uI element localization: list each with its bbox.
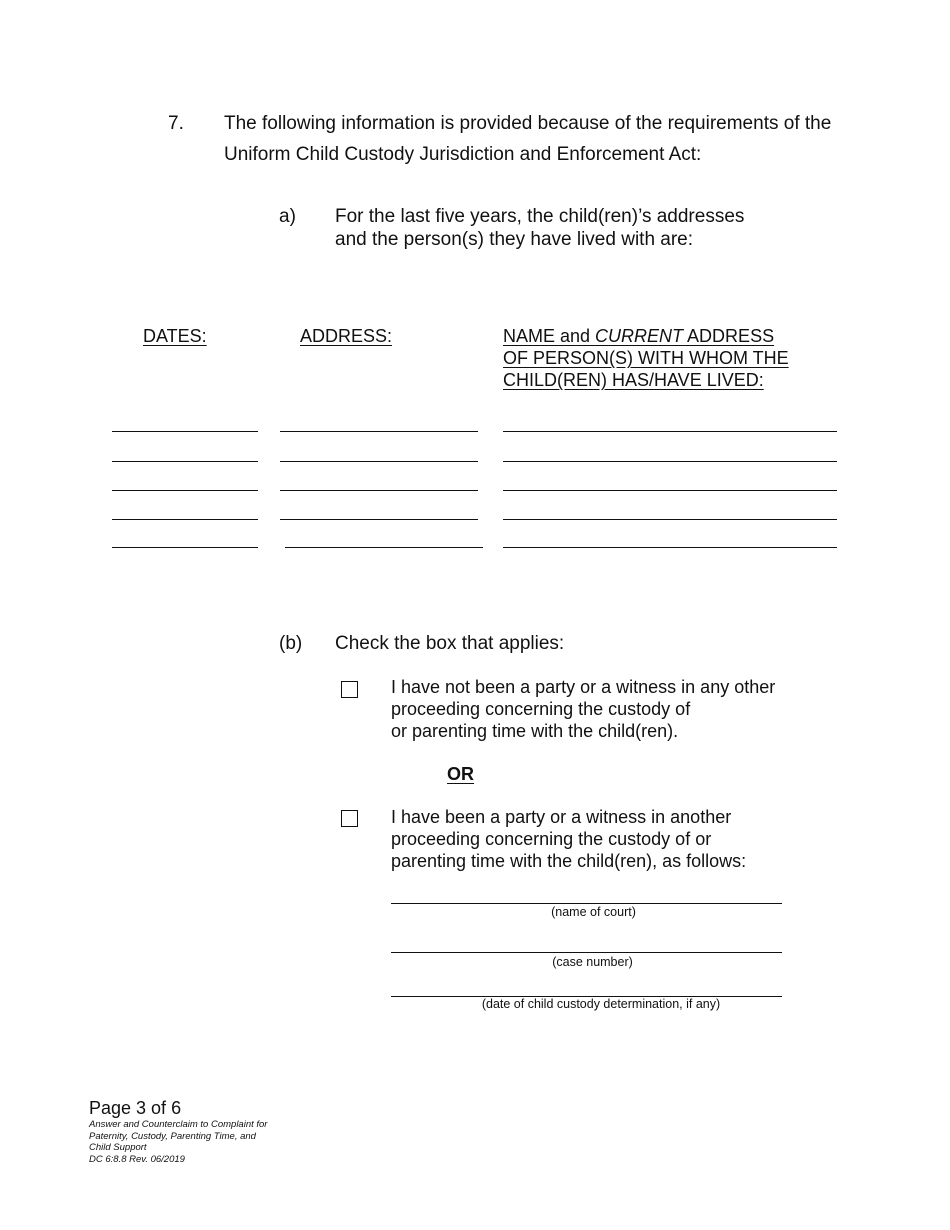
or-label: OR: [447, 764, 474, 784]
determination-date-caption: (date of child custody determination, if any): [481, 997, 721, 1011]
header-name-line3: CHILD(REN) HAS/HAVE LIVED:: [503, 370, 764, 390]
item-7-number: 7.: [168, 113, 184, 134]
item-a-label: a): [279, 206, 296, 227]
address-blank-line[interactable]: [280, 519, 478, 520]
header-name-line2: OF PERSON(S) WITH WHOM THE: [503, 348, 789, 368]
case-number-line[interactable]: [391, 952, 782, 953]
dates-blank-line[interactable]: [112, 431, 258, 432]
name-address-blank-line[interactable]: [503, 490, 837, 491]
name-address-blank-line[interactable]: [503, 461, 837, 462]
court-name-line[interactable]: [391, 903, 782, 904]
item-7-text-line2: Uniform Child Custody Jurisdiction and Enforcement Act:: [224, 144, 702, 165]
dates-blank-line[interactable]: [112, 490, 258, 491]
address-blank-line[interactable]: [285, 547, 483, 548]
not-party-checkbox[interactable]: [341, 681, 358, 698]
name-address-blank-line[interactable]: [503, 431, 837, 432]
dates-blank-line[interactable]: [112, 461, 258, 462]
option-1-line1: I have not been a party or a witness in any other: [391, 677, 776, 697]
item-7-text-line1: The following information is provided because of the requirements of the: [224, 113, 832, 134]
item-a-text-line2: and the person(s) they have lived with are:: [335, 229, 694, 250]
dates-blank-line[interactable]: [112, 519, 258, 520]
option-1-line2: proceeding concerning the custody of: [391, 699, 691, 719]
item-b-text: Check the box that applies:: [335, 633, 565, 654]
name-address-blank-line[interactable]: [503, 519, 837, 520]
page-number: Page 3 of 6: [89, 1098, 182, 1118]
address-blank-line[interactable]: [280, 431, 478, 432]
footer-form-title: Answer and Counterclaim to Complaint for Paternity, Custody, Parenting Time, and Child Support DC 6:8.8 Rev. 06/2019: [89, 1119, 268, 1165]
case-number-caption: (case number): [552, 955, 633, 969]
option-2-line1: I have been a party or a witness in another: [391, 807, 732, 827]
court-name-caption: (name of court): [551, 905, 636, 919]
party-checkbox[interactable]: [341, 810, 358, 827]
address-blank-line[interactable]: [280, 461, 478, 462]
header-address: ADDRESS:: [300, 326, 393, 346]
header-dates: DATES:: [143, 326, 207, 346]
option-2-line3: parenting time with the child(ren), as follows:: [391, 851, 747, 871]
dates-blank-line[interactable]: [112, 547, 258, 548]
address-blank-line[interactable]: [280, 490, 478, 491]
name-address-blank-line[interactable]: [503, 547, 837, 548]
option-1-line3: or parenting time with the child(ren).: [391, 721, 679, 741]
item-b-label: (b): [279, 633, 303, 654]
option-2-line2: proceeding concerning the custody of or: [391, 829, 712, 849]
header-name-line1: NAME and CURRENT ADDRESS: [503, 326, 775, 346]
item-a-text-line1: For the last five years, the child(ren)’s addresses: [335, 206, 745, 227]
